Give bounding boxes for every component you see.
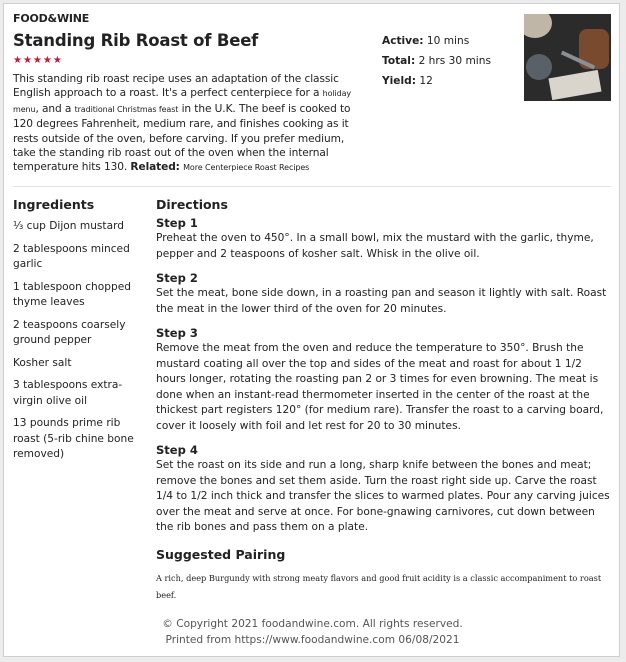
pairing-text: A rich, deep Burgundy with strong meaty flavors and good fruit acidity is a classic accompaniment to roast beef. bbox=[156, 573, 602, 600]
meta-active-value: 10 mins bbox=[426, 35, 470, 47]
ingredient-item: 2 tablespoons minced garlic bbox=[13, 242, 130, 270]
direction-step bbox=[156, 216, 611, 262]
meta-yield-label: Yield: bbox=[382, 75, 416, 87]
ingredient-item: Kosher salt bbox=[13, 356, 72, 369]
christmas-feast-link[interactable]: traditional Christmas feast bbox=[74, 104, 179, 114]
ingredient-item: 2 teaspoons coarsely ground pepper bbox=[13, 318, 126, 346]
photo-napkin bbox=[548, 70, 601, 100]
step-title: Step 3 bbox=[156, 326, 198, 340]
printed-from-footer: Printed from https://www.foodandwine.com 06/08/2021 bbox=[165, 634, 460, 646]
related-label: Related: bbox=[130, 161, 180, 174]
ingredient-item: 1 tablespoon chopped thyme leaves bbox=[13, 280, 131, 308]
pairing-heading: Suggested Pairing bbox=[156, 547, 286, 562]
meta-total-label: Total: bbox=[382, 55, 416, 67]
recipe-intro bbox=[13, 72, 365, 176]
rating-stars: ★★★★★ bbox=[13, 55, 63, 66]
section-divider bbox=[13, 186, 611, 187]
directions-heading: Directions bbox=[156, 197, 228, 212]
copyright-footer: © Copyright 2021 foodandwine.com. All rights reserved. bbox=[162, 618, 463, 630]
step-text: Remove the meat from the oven and reduce the temperature to 350°. Brush the mustard coating all over the top and sides of the meat and roast for about 1 1/2 hours longer, rotating the roasting pan 2 or 3 times for even browning. The meat is done when an instant-read thermometer inserted in the center of the roast at the thickest part registers 120° (for medium rare). Transfer the roast to a carving board, cover it loosely with foil and let rest for 20 to 30 minutes. bbox=[156, 342, 604, 432]
direction-step bbox=[156, 271, 611, 317]
direction-step bbox=[156, 326, 611, 434]
recipe-photo bbox=[524, 14, 611, 101]
intro-text-1: This standing rib roast recipe uses an adaptation of the classic English approach to a roast. It's a perfect centerpiece for a bbox=[13, 73, 339, 100]
recipe-title: Standing Rib Roast of Beef bbox=[13, 31, 259, 50]
meta-total-value: 2 hrs 30 mins bbox=[418, 55, 491, 67]
meta-yield-value: 12 bbox=[419, 75, 433, 87]
meta-active-label: Active: bbox=[382, 35, 424, 47]
photo-bowl bbox=[524, 14, 552, 38]
ingredients-list bbox=[13, 219, 141, 470]
directions-list bbox=[156, 216, 611, 545]
step-text: Set the meat, bone side down, in a roasting pan and season it lightly with salt. Roast the meat in the lower third of the oven for 20 minutes. bbox=[156, 287, 607, 315]
meta-total bbox=[382, 51, 491, 71]
intro-text-2: , and a bbox=[35, 102, 75, 115]
recipe-card bbox=[3, 3, 620, 657]
meta-yield bbox=[382, 71, 491, 91]
step-title: Step 4 bbox=[156, 443, 198, 457]
holiday-menu-link[interactable]: holiday menu bbox=[13, 89, 352, 114]
related-recipes-link[interactable]: More Centerpiece Roast Recipes bbox=[183, 163, 310, 173]
intro-text-3: in the U.K. The beef is cooked to 120 degrees Fahrenheit, medium rare, and finishes cooking as it rests outside of the oven, before carving. If you prefer medium, take the standing rib roast out of the oven when the internal temperature hits 130. bbox=[13, 102, 351, 174]
ingredient-item: ⅓ cup Dijon mustard bbox=[13, 220, 124, 232]
recipe-meta bbox=[382, 31, 491, 91]
step-title: Step 2 bbox=[156, 271, 198, 285]
photo-glass bbox=[526, 54, 552, 80]
step-title: Step 1 bbox=[156, 216, 198, 230]
ingredient-item: 3 tablespoons extra-virgin olive oil bbox=[13, 379, 123, 407]
brand-logo: FOOD&WINE bbox=[13, 12, 90, 25]
ingredients-heading: Ingredients bbox=[13, 197, 95, 212]
ingredient-item: 13 pounds prime rib roast (5-rib chine bone removed) bbox=[13, 417, 134, 460]
meta-active bbox=[382, 31, 491, 51]
direction-step bbox=[156, 443, 611, 536]
step-text: Set the roast on its side and run a long, sharp knife between the bones and meat; remove the bones and set them aside. Turn the roast right side up. Carve the roast 1/4 to 1/2 inch thick and transfer the slices to warmed plates. Pour any carving juices over the meat and serve at once. For bone-gnawing carnivores, cut down between the rib bones and pass them on a plate. bbox=[156, 459, 610, 533]
step-text: Preheat the oven to 450°. In a small bowl, mix the mustard with the garlic, thyme, pepper and 2 teaspoons of kosher salt. Whisk in the olive oil. bbox=[156, 232, 594, 260]
